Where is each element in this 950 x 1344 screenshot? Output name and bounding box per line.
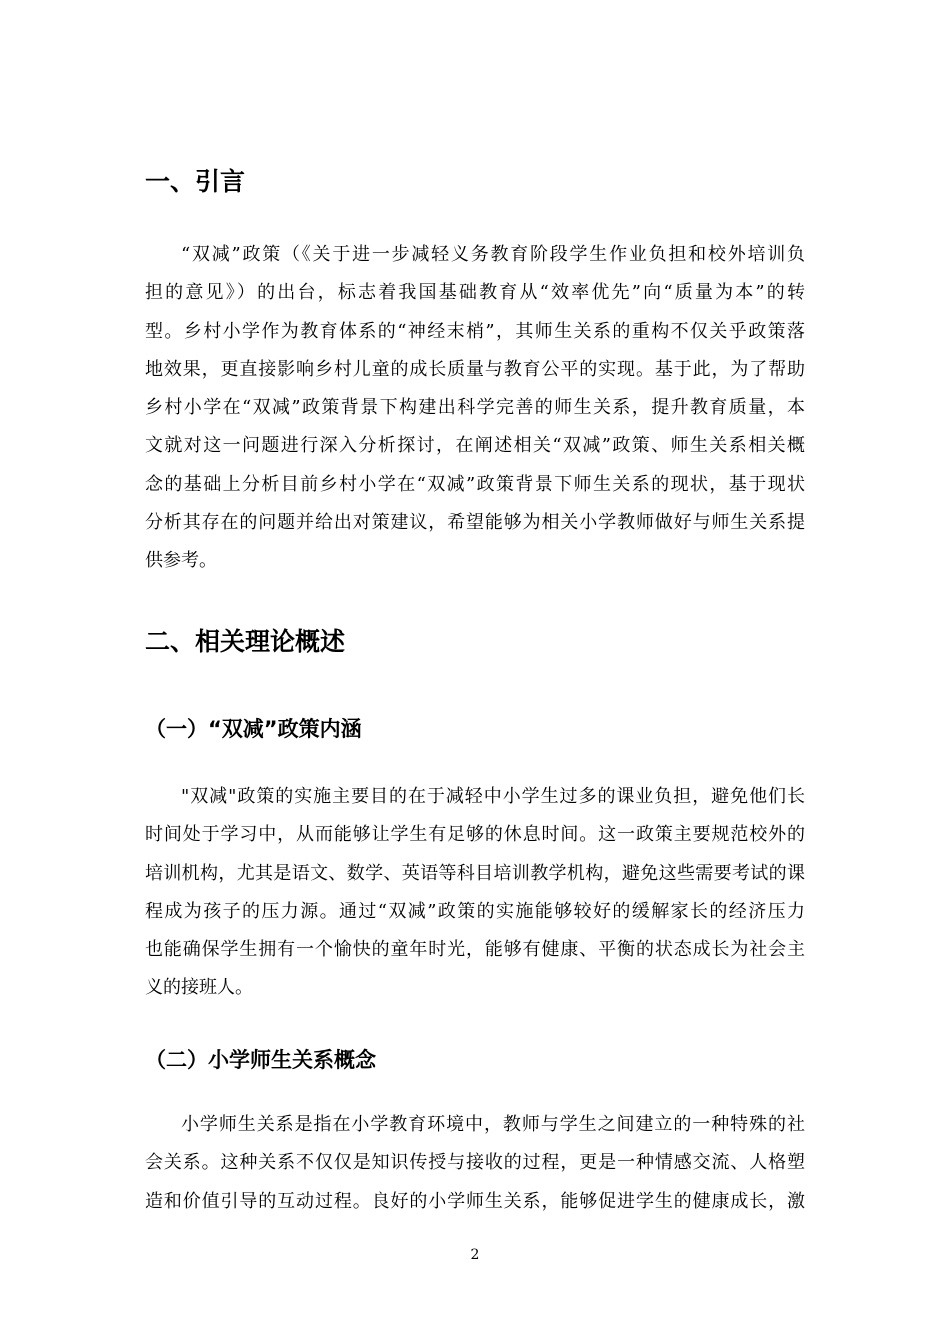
text-line: 乡村小学在“双减”政策背景下构建出科学完善的师生关系，提升教育质量，本 — [145, 397, 805, 419]
text-line: “双减”政策（《关于进一步减轻义务教育阶段学生作业负担和校外培训负 — [181, 244, 805, 265]
text-line: 供参考。 — [145, 550, 217, 572]
teacher-student-relationship-paragraph — [145, 1106, 805, 1221]
section-heading-theory-overview: 二、相关理论概述 — [145, 627, 346, 656]
text-line: 小学师生关系是指在小学教育环境中，教师与学生之间建立的一种特殊的社 — [181, 1114, 805, 1135]
text-line: 培训机构，尤其是语文、数学、英语等科目培训教学机构，避免这些需要考试的课 — [145, 862, 805, 884]
text-line: 分析其存在的问题并给出对策建议，希望能够为相关小学教师做好与师生关系提 — [145, 512, 805, 534]
text-line: 文就对这一问题进行深入分析探讨，在阐述相关“双减”政策、师生关系相关概 — [145, 435, 805, 457]
subsection-heading-double-reduction: （一）“双减”政策内涵 — [145, 717, 362, 741]
introduction-paragraph — [145, 236, 805, 581]
text-line: 时间处于学习中，从而能够让学生有足够的休息时间。这一政策主要规范校外的 — [145, 824, 805, 846]
page-number: 2 — [470, 1247, 480, 1263]
text-line: 地效果，更直接影响乡村儿童的成长质量与教育公平的实现。基于此，为了帮助 — [145, 358, 805, 380]
subsection-heading-teacher-student-relationship: （二）小学师生关系概念 — [145, 1048, 376, 1072]
text-line: 会关系。这种关系不仅仅是知识传授与接收的过程，更是一种情感交流、人格塑 — [145, 1152, 805, 1174]
text-line: 型。乡村小学作为教育体系的“神经末梢”，其师生关系的重构不仅关乎政策落 — [145, 320, 805, 342]
section-heading-introduction: 一、引言 — [145, 167, 246, 196]
text-line: 程成为孩子的压力源。通过“双减”政策的实施能够较好的缓解家长的经济压力 — [145, 900, 805, 922]
text-line: 造和价值引导的互动过程。良好的小学师生关系，能够促进学生的健康成长，激 — [145, 1190, 805, 1212]
double-reduction-paragraph — [145, 778, 805, 1008]
text-line: 也能确保学生拥有一个愉快的童年时光，能够有健康、平衡的状态成长为社会主 — [145, 939, 805, 961]
text-line: 义的接班人。 — [145, 977, 253, 999]
text-line: "双减"政策的实施主要目的在于减轻中小学生过多的课业负担，避免他们长 — [181, 786, 805, 807]
text-line: 念的基础上分析目前乡村小学在“双减”政策背景下师生关系的现状，基于现状 — [145, 473, 805, 495]
text-line: 担的意见》）的出台，标志着我国基础教育从“效率优先”向“质量为本”的转 — [145, 282, 805, 304]
